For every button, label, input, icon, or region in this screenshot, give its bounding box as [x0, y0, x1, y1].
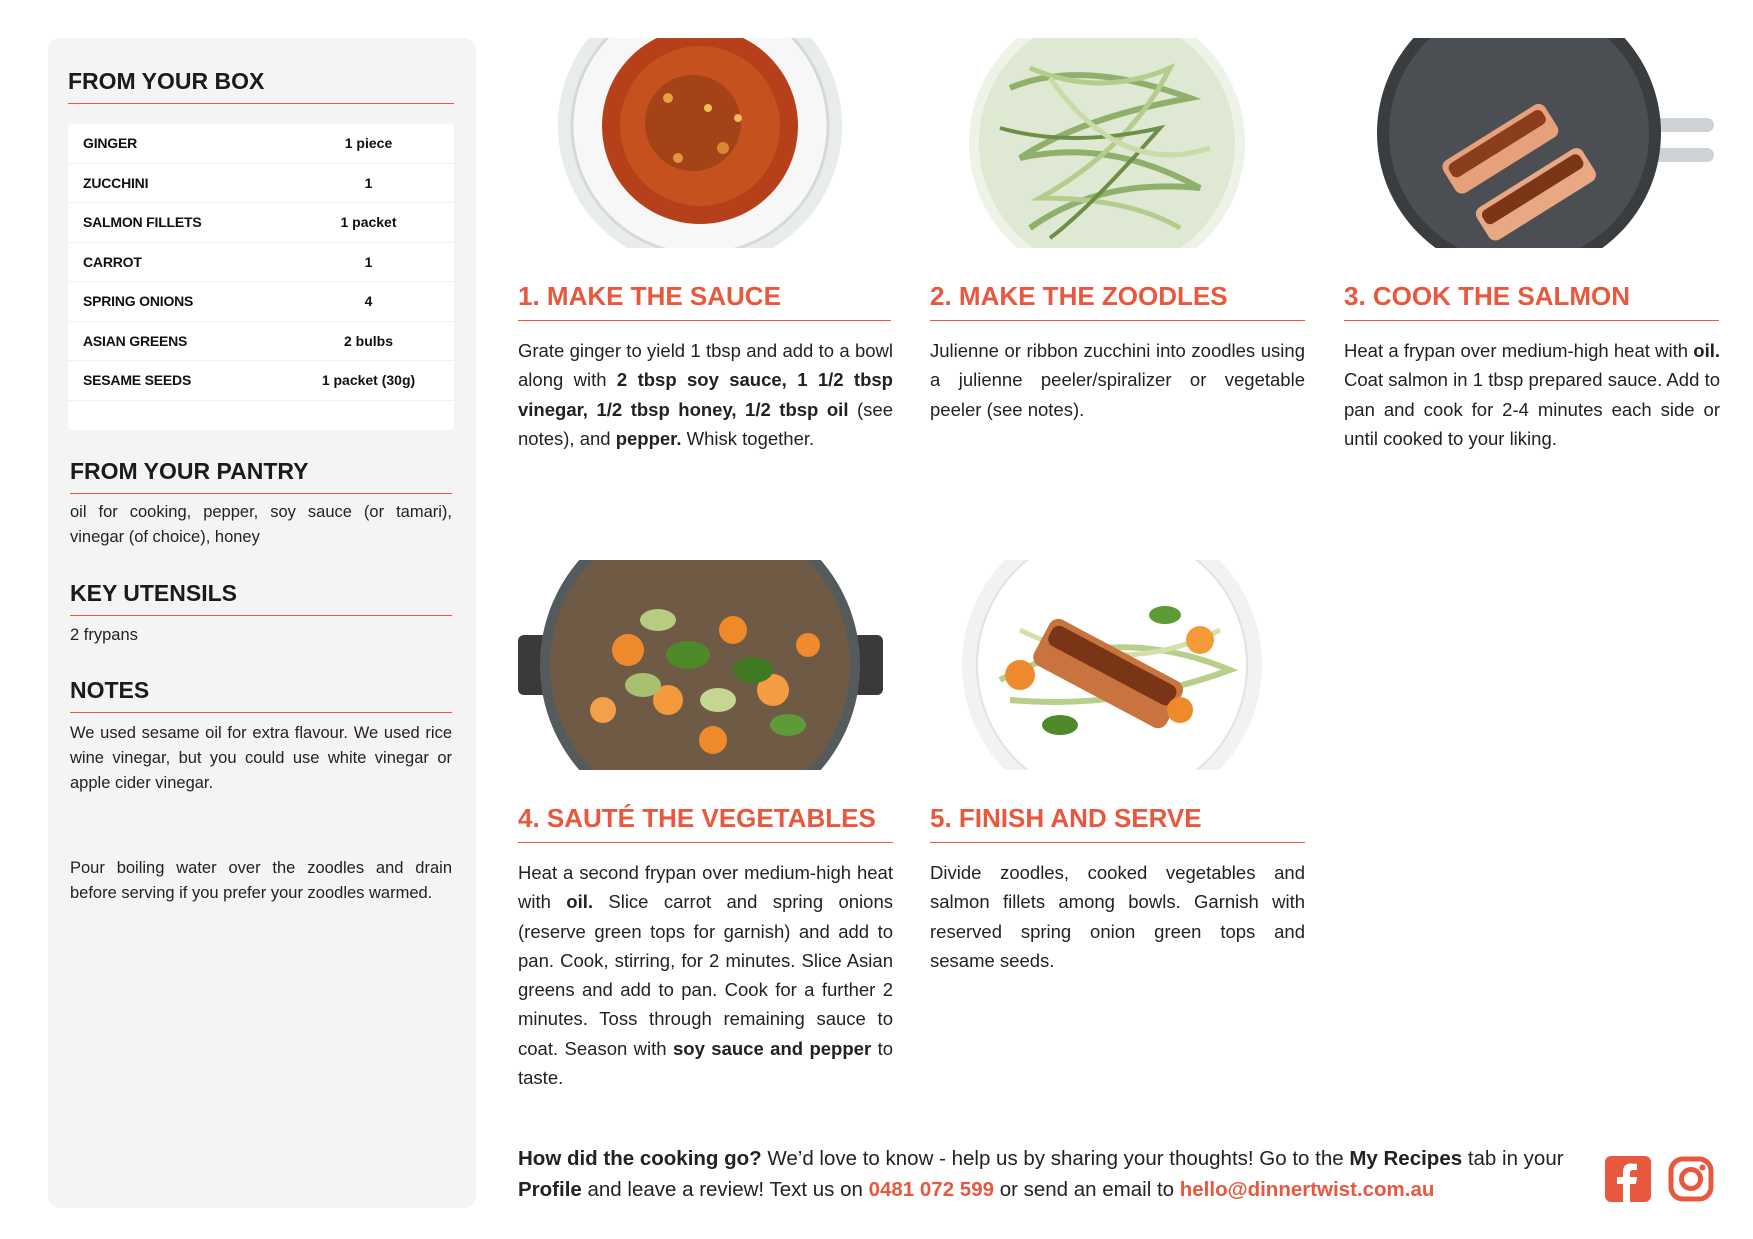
- zoodles-image: [930, 38, 1305, 248]
- table-row: [68, 322, 454, 362]
- step-1-bold-part: 2 tbsp soy sauce, 1 1/2 tbsp vinegar, 1/2 tbsp honey, 1/2 tbsp oil: [518, 369, 893, 420]
- step-1-title: 1. MAKE THE SAUCE: [518, 281, 891, 321]
- table-row: [68, 361, 454, 401]
- profile-label: Profile: [518, 1178, 582, 1201]
- step-2-text: [930, 336, 1305, 424]
- ingredient-qty: 2 bulbs: [343, 332, 393, 349]
- utensils-text: 2 frypans: [70, 626, 138, 644]
- step-1-text-part: Whisk together.: [681, 427, 815, 449]
- final-dish-image: [930, 560, 1305, 770]
- pantry-title: FROM YOUR PANTRY: [70, 458, 452, 494]
- step-2-title: 2. MAKE THE ZOODLES: [930, 281, 1305, 321]
- sidebar: [48, 38, 476, 1208]
- notes-text-1: We used sesame oil for extra flavour. We used rice wine vinegar, but you could use white vinegar or apple cider vinegar.: [70, 724, 452, 792]
- feedback-message: [518, 1143, 1578, 1205]
- salmon-pan-image: [1344, 38, 1722, 248]
- step-3-title: 3. COOK THE SALMON: [1344, 281, 1719, 321]
- vegetables-pan-image: [518, 560, 883, 770]
- table-row: [68, 203, 454, 243]
- step-4-text: [518, 858, 893, 1092]
- step-1-text: [518, 336, 893, 453]
- box-title: FROM YOUR BOX: [68, 68, 454, 104]
- my-recipes-label: My Recipes: [1349, 1147, 1463, 1170]
- ingredient-name: SALMON FILLETS: [83, 214, 202, 231]
- step-4-bold-part: soy sauce and pepper: [673, 1037, 872, 1059]
- step-5-title: 5. FINISH AND SERVE: [930, 803, 1305, 843]
- ingredient-qty: 1: [364, 253, 373, 270]
- ingredient-name: CARROT: [83, 253, 142, 270]
- sauce-bowl-image: [518, 38, 893, 248]
- table-row: [68, 124, 454, 164]
- ingredient-name: ASIAN GREENS: [83, 332, 188, 349]
- step-1-bold-part: pepper.: [615, 427, 682, 449]
- step-4-title: 4. SAUTÉ THE VEGETABLES: [518, 803, 893, 843]
- step-3-bold-part: oil.: [1693, 340, 1720, 361]
- step-3-text-part: Heat a frypan over medium-high heat with: [1344, 340, 1694, 361]
- step-5-text-part: Divide zoodles, cooked vegetables and salmon fillets among bowls. Garnish with reserved spring onion green tops and sesame seeds.: [930, 862, 1305, 971]
- table-row: [68, 243, 454, 283]
- step-5-text: [930, 858, 1305, 975]
- step-4-bold-part: oil.: [566, 891, 593, 913]
- pantry-text: oil for cooking, pepper, soy sauce (or tamari), vinegar (of choice), honey: [70, 503, 452, 546]
- ingredient-qty: 1: [364, 174, 373, 191]
- email-link[interactable]: hello@dinnertwist.com.au: [1179, 1178, 1435, 1201]
- facebook-icon[interactable]: [1605, 1156, 1651, 1202]
- ingredient-name: ZUCCHINI: [83, 174, 149, 191]
- step-3-text: [1344, 336, 1720, 453]
- ingredient-name: GINGER: [83, 135, 138, 152]
- instagram-icon[interactable]: [1668, 1156, 1714, 1202]
- ingredient-name: SESAME SEEDS: [83, 372, 192, 389]
- feedback-question: How did the cooking go?: [518, 1147, 762, 1170]
- ingredient-qty: 1 piece: [344, 135, 393, 152]
- feedback-text: and leave a review! Text us on: [581, 1178, 869, 1201]
- table-row: [68, 164, 454, 204]
- ingredient-qty: 1 packet (30g): [321, 372, 416, 389]
- step-4-text-part: to taste.: [518, 1037, 893, 1089]
- step-1-text-part: Grate ginger to yield 1 tbsp and add to a bowl along with: [518, 340, 893, 391]
- table-row: [68, 282, 454, 322]
- step-3-text-part: Coat salmon in 1 tbsp prepared sauce. Add to pan and cook for 2-4 minutes each side or until cooked to your liking.: [1344, 369, 1720, 449]
- feedback-text: We’d love to know - help us by sharing your thoughts! Go to the: [761, 1147, 1350, 1170]
- step-4-text-part: Slice carrot and spring onions (reserve green tops for garnish) and add to pan. Cook, stirring, for 2 minutes. Slice Asian greens and add to pan. Cook for a further 2 minutes. Toss through remaining sauce to coat. Season with: [518, 891, 893, 1059]
- utensils-title: KEY UTENSILS: [70, 580, 452, 616]
- step-4-text-part: Heat a second frypan over medium-high heat with: [518, 862, 893, 913]
- notes-text-2: Pour boiling water over the zoodles and drain before serving if you prefer your zoodles warmed.: [70, 859, 452, 902]
- ingredient-name: SPRING ONIONS: [83, 293, 194, 310]
- feedback-text: tab in your: [1462, 1147, 1564, 1170]
- step-2-text-part: Julienne or ribbon zucchini into zoodles using a julienne peeler/spiralizer or vegetable peeler (see notes).: [930, 340, 1305, 420]
- notes-title: NOTES: [70, 677, 452, 713]
- step-1-text-part: (see notes), and: [518, 398, 893, 449]
- ingredient-qty: 1 packet: [340, 214, 397, 231]
- phone-link[interactable]: 0481 072 599: [868, 1178, 994, 1201]
- ingredient-table: [68, 124, 454, 430]
- feedback-text: or send an email to: [994, 1178, 1180, 1201]
- ingredient-qty: 4: [364, 293, 373, 310]
